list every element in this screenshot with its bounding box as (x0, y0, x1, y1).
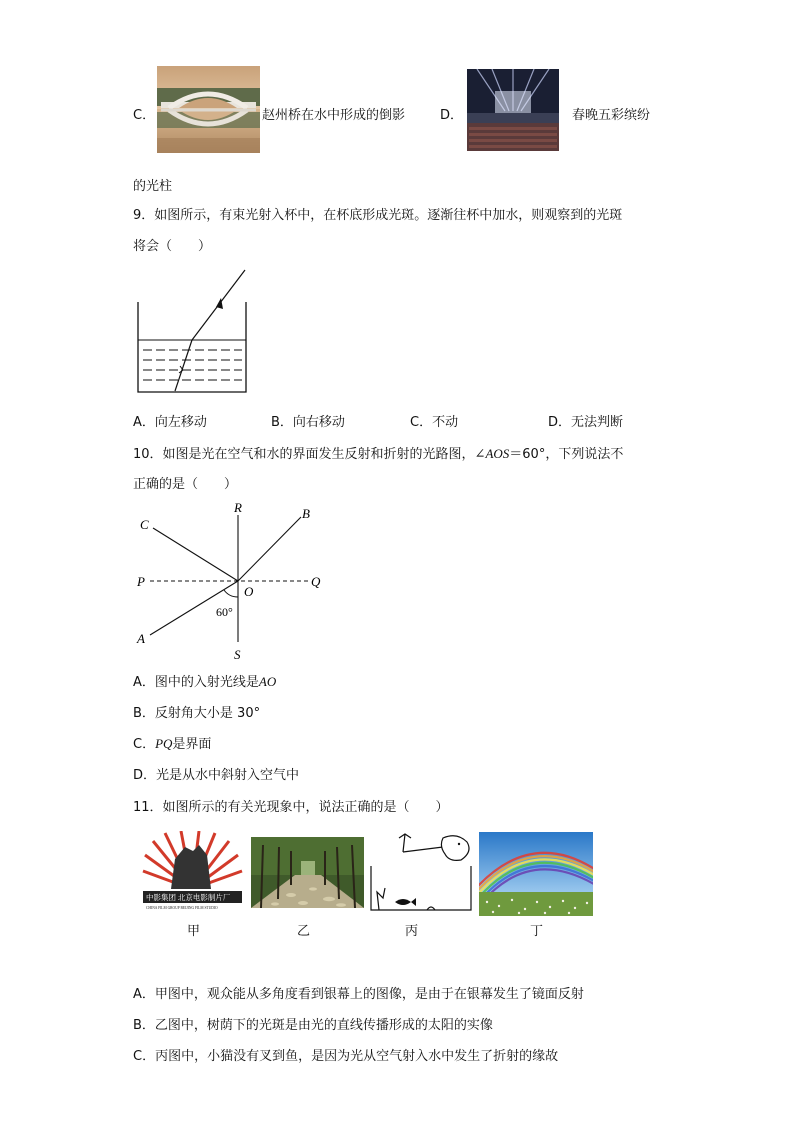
q10-option-c-label: C． (133, 737, 156, 752)
q8-option-d-continued: 的光柱 (133, 179, 173, 194)
label-b: B (302, 506, 310, 521)
caption-jia: 甲 (187, 924, 201, 939)
q8-option-d-text: 春晚五彩缤纷 (572, 108, 651, 123)
q10-stem-part1: 10．如图是光在空气和水的界面发生反射和折射的光路图， (133, 447, 475, 462)
q9-stem-line2: 将会（ ） (133, 239, 212, 254)
label-q: Q (311, 574, 321, 589)
q9-option-b: B．向右移动 (271, 415, 345, 430)
q10-light-path-diagram (128, 497, 333, 665)
tree-shade-photo (251, 837, 364, 908)
label-angle-60: 60° (216, 605, 233, 619)
q10-stem-line2: 正确的是（ ） (133, 477, 238, 492)
q11-option-a: A．甲图中，观众能从多角度看到银幕上的图像，是由于在银幕发生了镜面反射 (133, 987, 584, 1002)
q10-angle-symbol: ∠AOS (474, 446, 510, 461)
q10-option-c-text: 是界面 (172, 737, 212, 752)
q10-option-d: D．光是从水中斜射入空气中 (133, 768, 300, 783)
q9-cup-diagram (130, 264, 255, 398)
label-r: R (234, 500, 242, 515)
label-s: S (234, 647, 241, 662)
q11-option-c: C．丙图中，小猫没有叉到鱼，是因为光从空气射入水中发生了折射的缘故 (133, 1049, 559, 1064)
q10-option-a (133, 671, 276, 690)
rainbow-photo (479, 832, 593, 916)
caption-ding: 丁 (530, 924, 544, 939)
q9-stem-line1: 9．如图所示，有束光射入杯中，在杯底形成光斑。逐渐往杯中加水，则观察到的光斑 (133, 208, 623, 223)
zhaozhou-bridge-photo (157, 66, 260, 153)
q9-option-d: D．无法判断 (548, 415, 624, 430)
q8-option-c-label: C． (133, 108, 156, 123)
logo-en-text: CHINA FILM GROUP BEIJING FILM STUDIO (146, 906, 218, 910)
q11-stem: 11．如图所示的有关光现象中，说法正确的是（ ） (133, 800, 449, 815)
label-c: C (140, 517, 149, 532)
q10-stem-part2: ＝60°，下列说法不 (509, 447, 624, 462)
q9-option-c: C．不动 (410, 415, 459, 430)
q8-option-c-text: 赵州桥在水中形成的倒影 (262, 108, 406, 123)
caption-bing: 丙 (405, 924, 419, 939)
spring-gala-stage-photo (467, 69, 559, 151)
q9-option-a: A．向左移动 (133, 415, 207, 430)
q8-option-d-label: D． (440, 108, 464, 123)
cat-fishing-drawing (369, 832, 473, 912)
label-p: P (137, 574, 145, 589)
q10-stem-line1 (133, 443, 623, 462)
label-a: A (137, 631, 145, 646)
q10-option-c-symbol: PQ (155, 736, 173, 751)
film-studio-logo-image (141, 831, 244, 911)
q10-option-a-symbol: AO (258, 674, 277, 689)
label-o: O (244, 584, 254, 599)
q10-option-c (133, 733, 211, 752)
q11-option-b: B．乙图中，树荫下的光斑是由光的直线传播形成的太阳的实像 (133, 1018, 493, 1033)
q10-option-a-text: A．图中的入射光线是 (133, 675, 259, 690)
q10-option-b: B．反射角大小是 30° (133, 706, 261, 721)
caption-yi: 乙 (297, 924, 311, 939)
logo-cn-text: 中影集团 北京电影制片厂 (146, 893, 231, 902)
